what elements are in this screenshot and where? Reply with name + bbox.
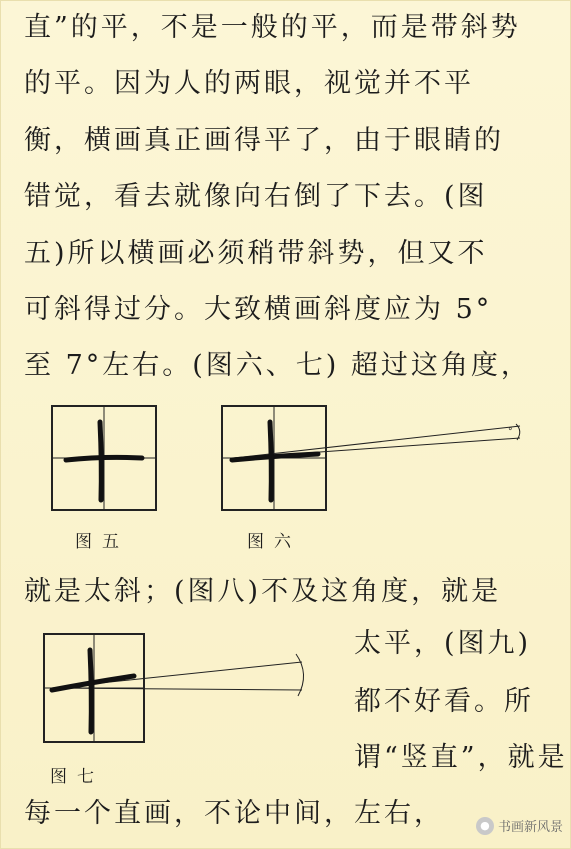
text-line-3: 衡，横画真正画得平了，由于眼睛的 <box>24 125 504 156</box>
text-line-1: 直”的平，不是一般的平，而是带斜势 <box>24 12 521 43</box>
text-line-8: 就是太斜；(图八)不及这角度，就是 <box>24 576 502 607</box>
text-line-12: 每一个直画，不论中间，左右， <box>24 798 444 829</box>
text-line-4: 错觉，看去就像向右倒了下去。(图 <box>24 181 488 212</box>
watermark-label: 书画新风景 <box>497 820 563 835</box>
svg-text:°: ° <box>508 427 513 437</box>
figure-5-caption: 图五 <box>75 532 129 552</box>
text-line-6: 可斜得过分。大致横画斜度应为 5° <box>24 294 493 325</box>
text-line-9: 太平，(图九) <box>354 628 532 659</box>
text-line-7: 至 7°左右。(图六、七) 超过这角度， <box>24 350 531 381</box>
figure-7 <box>42 632 322 748</box>
figure-5 <box>50 404 160 516</box>
text-line-2: 的平。因为人的两眼，视觉并不平 <box>24 68 474 99</box>
text-line-11: 谓“竖直”，就是 <box>354 742 568 773</box>
text-line-5: 五)所以横画必须稍带斜势，但又不 <box>24 238 488 269</box>
figure-6-caption: 图六 <box>247 532 301 552</box>
figure-7-caption: 图七 <box>50 767 104 787</box>
wechat-icon: ● <box>476 817 494 835</box>
watermark <box>476 816 563 835</box>
figure-6 <box>220 404 540 516</box>
text-line-10: 都不好看。所 <box>354 686 534 717</box>
